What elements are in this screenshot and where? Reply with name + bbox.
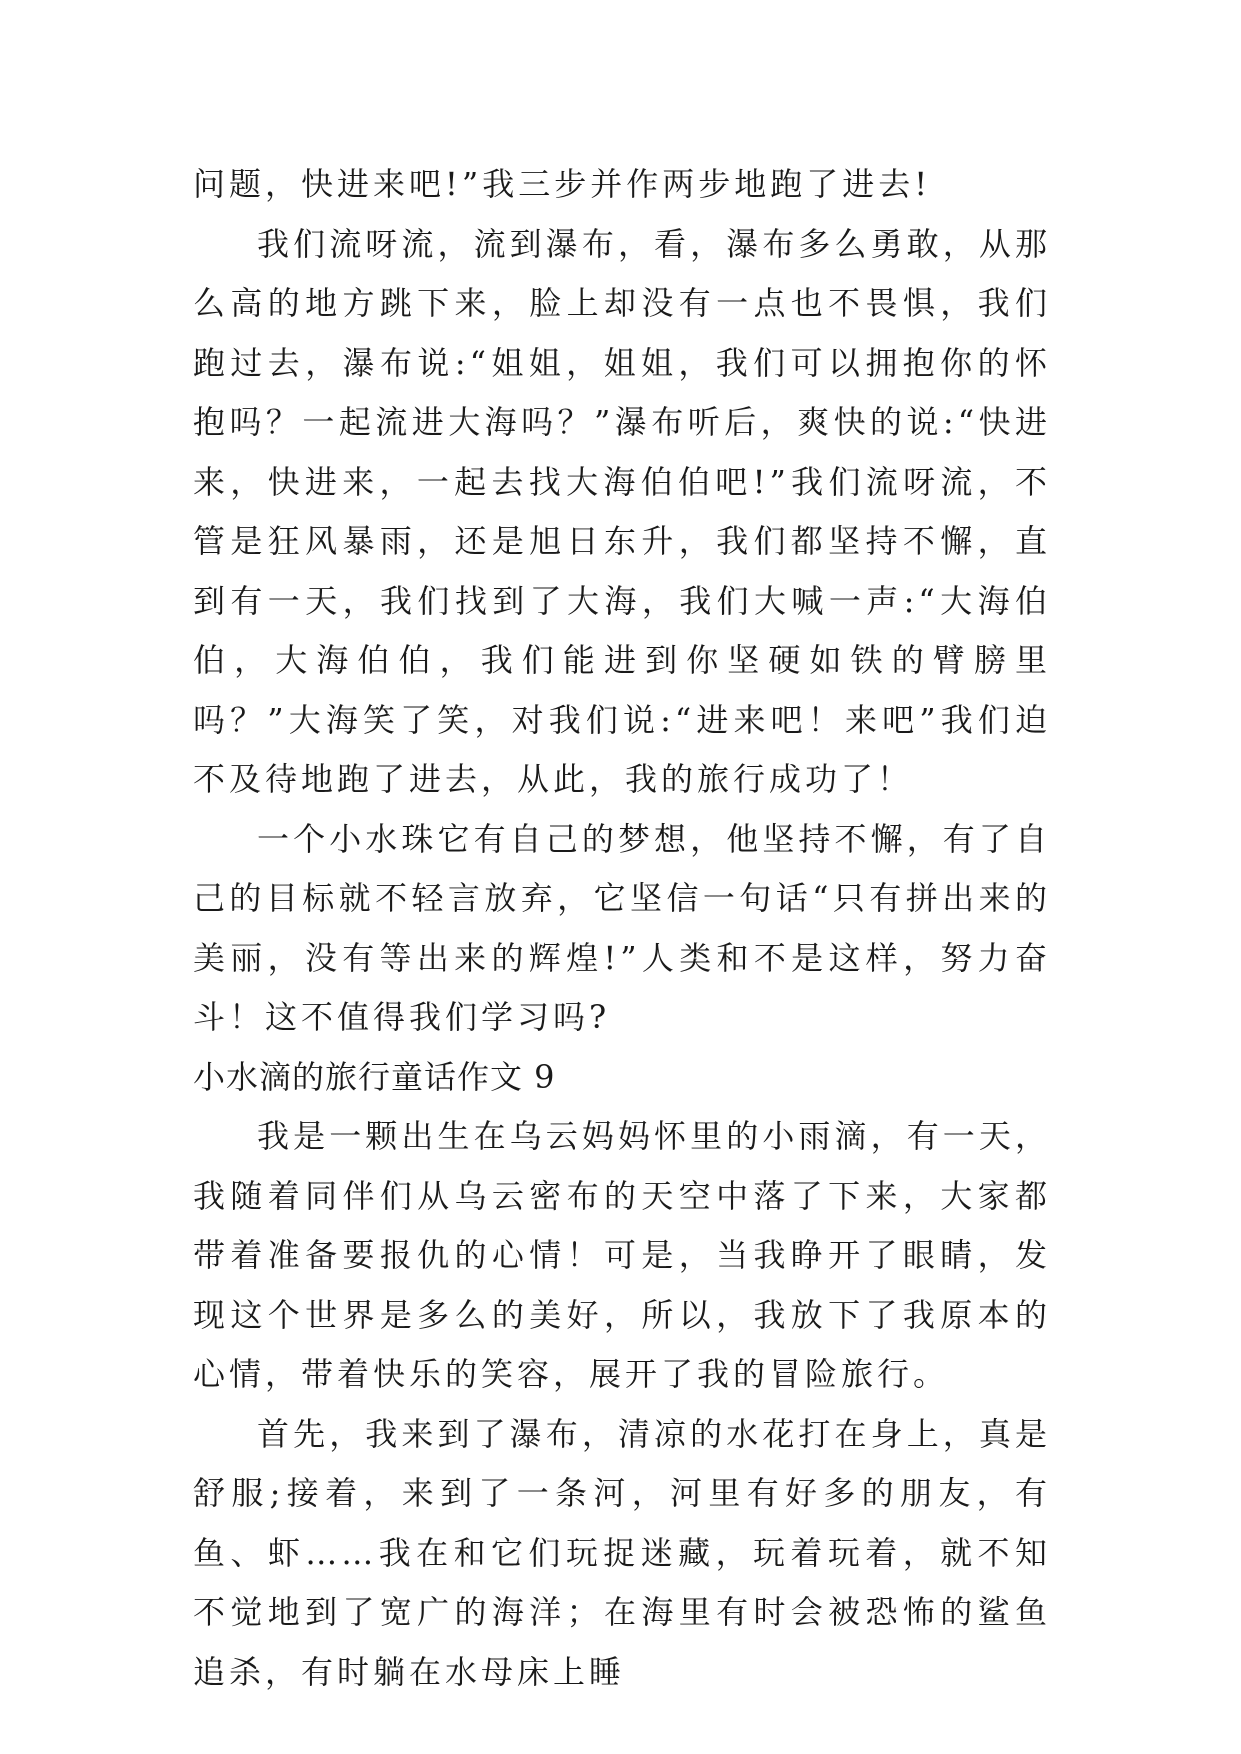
paragraph-raindrop-birth: 我是一颗出生在乌云妈妈怀里的小雨滴，有一天，我随着同伴们从乌云密布的天空中落了下来，大家都带着准备要报仇的心情！可是，当我睁开了眼睛，发现这个世界是多么的美好，所以，我放下了我原本的心情，带着快乐的笑容，展开了我的冒险旅行。 bbox=[193, 1117, 1051, 1393]
paragraph-waterfall-sea: 我们流呀流，流到瀑布，看，瀑布多么勇敢，从那么高的地方跳下来，脸上却没有一点也不畏惧，我们跑过去，瀑布说:“姐姐，姐姐，我们可以拥抱你的怀抱吗？一起流进大海吗？”瀑布听后，爽快的说:“快进来，快进来，一起去找大海伯伯吧!”我们流呀流，不管是狂风暴雨，还是旭日东升，我们都坚持不懈，直到有一天，我们找到了大海，我们大喊一声:“大海伯伯，大海伯伯，我们能进到你坚硬如铁的臂膀里吗？”大海笑了笑，对我们说:“进来吧！来吧”我们迫不及待地跑了进去，从此，我的旅行成功了！ bbox=[193, 224, 1051, 798]
paragraph-continued: 问题，快进来吧!”我三步并作两步地跑了进去! bbox=[193, 165, 932, 203]
section-heading: 小水滴的旅行童话作文 9 bbox=[193, 1057, 556, 1096]
document-body bbox=[193, 155, 1051, 1702]
paragraph-moral: 一个小水珠它有自己的梦想，他坚持不懈，有了自己的目标就不轻言放弃，它坚信一句话“只有拼出来的美丽，没有等出来的辉煌!”人类和不是这样，努力奋斗！这不值得我们学习吗? bbox=[193, 819, 1051, 1036]
paragraph-adventure: 首先，我来到了瀑布，清凉的水花打在身上，真是舒服;接着，来到了一条河，河里有好多的朋友，有鱼、虾……我在和它们玩捉迷藏，玩着玩着，就不知不觉地到了宽广的海洋；在海里有时会被恐怖的鲨鱼追杀，有时躺在水母床上睡 bbox=[193, 1414, 1051, 1691]
